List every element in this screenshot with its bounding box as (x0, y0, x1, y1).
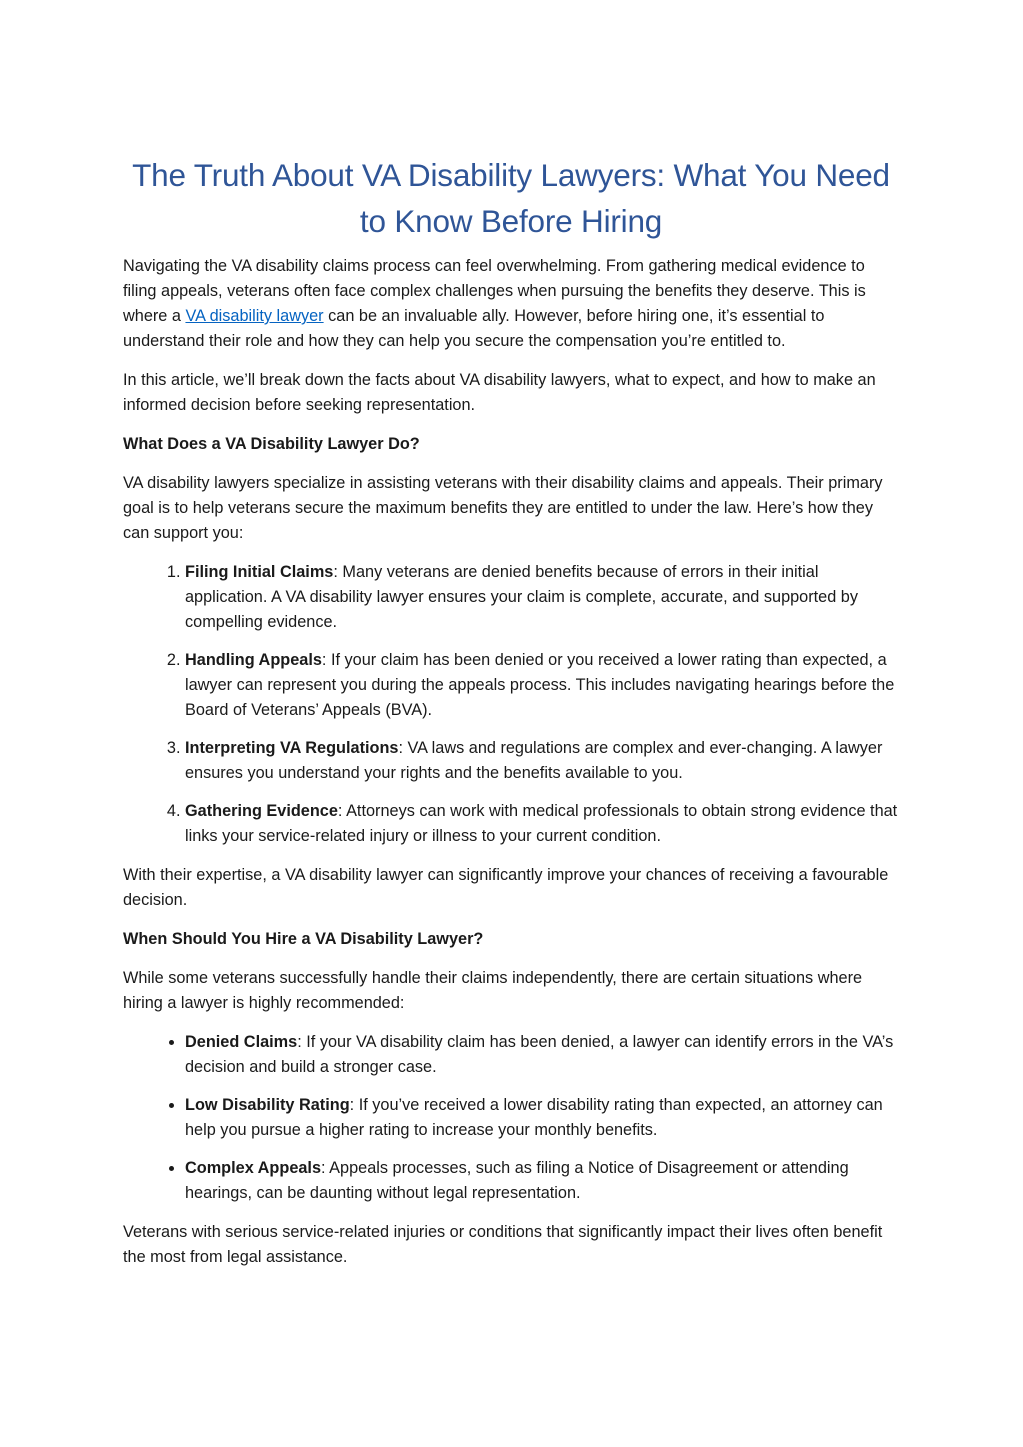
document-title: The Truth About VA Disability Lawyers: What You Need to Know Before Hiring (132, 157, 890, 239)
section2-closing: Veterans with serious service-related injuries or conditions that significantly impact their lives often benefit the most from legal assistance. (123, 1223, 883, 1266)
section1-heading: What Does a VA Disability Lawyer Do? (123, 435, 420, 453)
section1-numbered-list (123, 560, 899, 849)
document-page (123, 152, 899, 1284)
section2-lead: While some veterans successfully handle their claims independently, there are certain situations where hiring a lawyer is highly recommended: (123, 969, 863, 1012)
intro-text-before-link: Navigating the VA disability claims process can feel overwhelming. From gathering medical evidence to filing appeals, veterans often face complex challenges when pursuing the benefits they deserve. This is where a (123, 257, 866, 325)
list-item (185, 648, 899, 723)
list-item-label: Gathering Evidence (185, 802, 338, 820)
list-item-label: Low Disability Rating (185, 1096, 350, 1114)
list-item-label: Filing Initial Claims (185, 563, 334, 581)
list-item (185, 736, 899, 786)
list-item-text: : VA laws and regulations are complex and ever-changing. A lawyer ensures you understand your rights and the benefits available to you. (185, 739, 883, 782)
va-disability-lawyer-link[interactable]: VA disability lawyer (185, 307, 324, 325)
list-item-text: : If your claim has been denied or you received a lower rating than expected, a lawyer can represent you during the appeals process. This includes navigating hearings before the Board of Veterans’ Appeals (BVA). (185, 651, 895, 719)
list-item-text: : If your VA disability claim has been denied, a lawyer can identify errors in the VA’s decision and build a stronger case. (185, 1033, 894, 1076)
list-item-text: : Appeals processes, such as filing a Notice of Disagreement or attending hearings, can be daunting without legal representation. (185, 1159, 849, 1202)
list-item (185, 1156, 899, 1206)
list-item-text: : If you’ve received a lower disability rating than expected, an attorney can help you pursue a higher rating to increase your monthly benefits. (185, 1096, 883, 1139)
intro-paragraph (123, 254, 899, 354)
list-item-text: : Attorneys can work with medical professionals to obtain strong evidence that links your service-related injury or illness to your current condition. (185, 802, 898, 845)
list-item-text: : Many veterans are denied benefits because of errors in their initial application. A VA disability lawyer ensures your claim is complete, accurate, and supported by compelling evidence. (185, 563, 859, 631)
intro-text-after-link: can be an invaluable ally. However, before hiring one, it’s essential to understand their role and how they can help you secure the compensation you’re entitled to. (123, 307, 825, 350)
list-item (185, 799, 899, 849)
list-item-label: Denied Claims (185, 1033, 298, 1051)
list-item (185, 1093, 899, 1143)
intro-paragraph-2: In this article, we’ll break down the facts about VA disability lawyers, what to expect, and how to make an informed decision before seeking representation. (123, 371, 876, 414)
list-item (185, 560, 899, 635)
list-item (185, 1030, 899, 1080)
section1-closing: With their expertise, a VA disability lawyer can significantly improve your chances of receiving a favourable decision. (123, 866, 889, 909)
section1-lead: VA disability lawyers specialize in assisting veterans with their disability claims and appeals. Their primary goal is to help veterans secure the maximum benefits they are entitled to under the law. Here’s how they can support you: (123, 474, 883, 542)
section2-heading: When Should You Hire a VA Disability Lawyer? (123, 930, 484, 948)
list-item-label: Interpreting VA Regulations (185, 739, 399, 757)
section2-bullet-list (123, 1030, 899, 1206)
list-item-label: Complex Appeals (185, 1159, 322, 1177)
list-item-label: Handling Appeals (185, 651, 322, 669)
